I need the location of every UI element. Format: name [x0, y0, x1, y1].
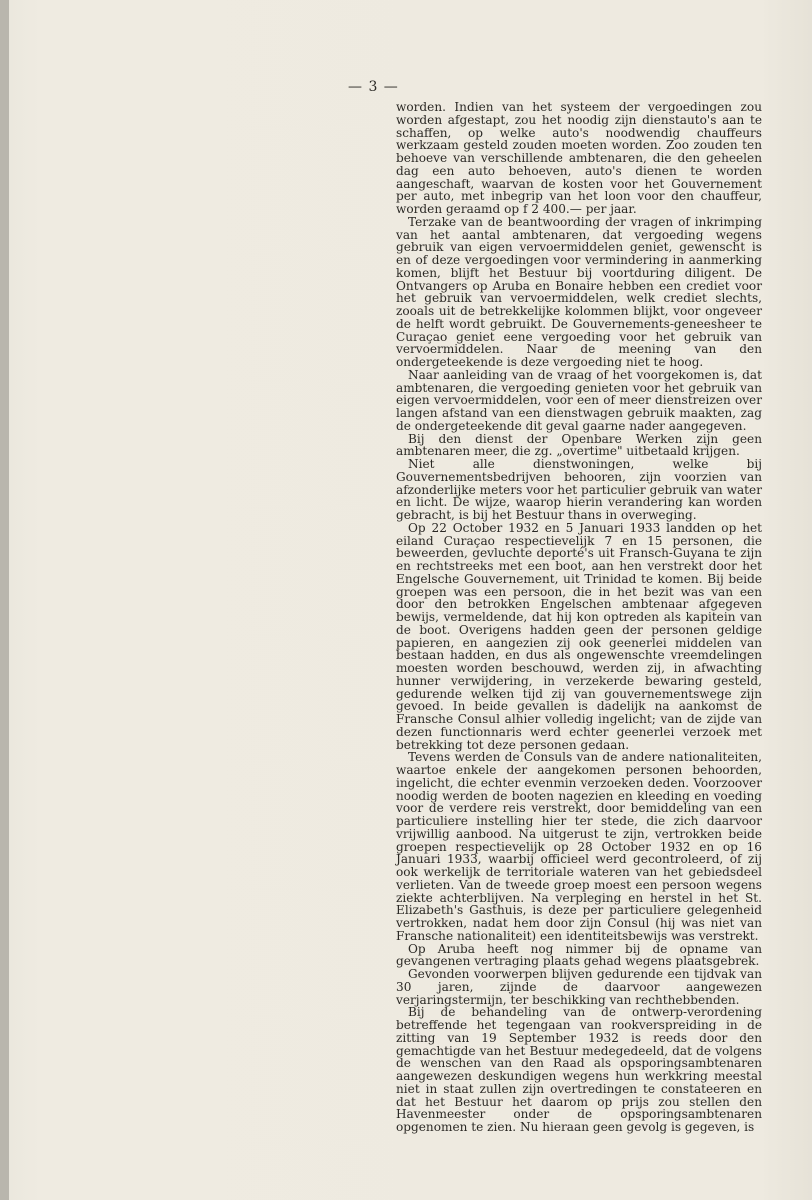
paragraph-deportes: Op 22 October 1932 en 5 Januari 1933 landden op het eiland Curaçao respectievelijk 7 en 15 personen, die beweerden, gevluchte deporté's uit Fransch-Guyana te zijn en rechtstreeks met een boot, aan hen verstrekt door het Engelsche Gouvernement, uit Trinidad te komen. Bij beide groepen was een persoon, die in het bezit was van een door den betrokken Engelschen ambtenaar afgegeven bewijs, vermeldende, dat hij kon optreden als kapitein van de boot. Overigens hadden geen der personen geldige papieren, en aangezien zij ook geenerlei middelen van bestaan hadden, en dus als ongewenschte vreemdelingen moesten worden beschouwd, werden zij, in afwachting hunner verwijdering, in verzekerde bewaring gesteld, gedurende welken tijd zij van gouvernementswege zijn gevoed. In beide gevallen is dadelijk na aankomst de Fransche Consul alhier volledig ingelicht; van de zijde van dezen functionnaris werd echter geenerlei verzoek met betrekking tot deze personen gedaan.: [396, 520, 762, 752]
page-number: — 3 —: [348, 79, 399, 95]
paragraph-rookverspreiding: Bij de behandeling van de ontwerp-verordening betreffende het tegengaan van rookverspreiding in de zitting van 19 September 1932 is reeds door den gemachtigde van het Bestuur medegedeeld, dat de volgens de wenschen van den Raad als opsporingsambtenaren aangewezen deskundigen wegens hun werkkring meestal niet in staat zullen zijn overtredingen te constateeren en dat het Bestuur het daarom op prijs zou stellen den Havenmeester onder de opsporingsambtenaren opgenomen te zien. Nu hieraan geen gevolg is gegeven, is: [396, 1005, 762, 1134]
paragraph-gevonden-voorwerpen: Gevonden voorwerpen blijven gedurende een tijdvak van 30 jaren, zijnde de daarvoor aangewezen verjaringstermijn, ter beschikking van rechthebbenden.: [396, 967, 762, 1007]
page-binding-edge: [0, 0, 9, 1200]
paragraph-aruba-gevangenen: Op Aruba heeft nog nimmer bij de opname van gevangenen vertraging plaats gehad wegens plaatsgebrek.: [396, 941, 762, 969]
paragraph-dienstreizen: Naar aanleiding van de vraag of het voorgekomen is, dat ambtenaren, die vergoeding genieten voor het gebruik van eigen vervoermiddelen, voor een of meer dienstreizen over langen afstand van een dienstwagen gebruik maakten, zag de ondergeteekende dit geval gaarne nader aangegeven.: [396, 367, 762, 433]
body-text-column: [396, 101, 762, 1134]
paragraph-inkrimping: Terzake van de beantwoording der vragen of inkrimping van het aantal ambtenaren, dat vergoeding wegens gebruik van eigen vervoermiddelen geniet, gewenscht is en of deze vergoedingen voor vermindering in aanmerking komen, blijft het Bestuur bij voortduring diligent. De Ontvangers op Aruba en Bonaire hebben een crediet voor het gebruik van vervoermiddelen, welk crediet slechts, zooals uit de betrekkelijke kolommen blijkt, voor ongeveer de helft wordt gebruikt. De Gouvernements-geneesheer te Curaçao geniet eene vergoeding voor het gebruik van vervoermiddelen. Naar de meening van den ondergeteekende is deze vergoeding niet te hoog.: [396, 214, 762, 369]
paragraph-overtime: Bij den dienst der Openbare Werken zijn geen ambtenaren meer, die zg. „overtime" uitbetaald krijgen.: [396, 431, 762, 459]
paragraph-dienstwoningen: Niet alle dienstwoningen, welke bij Gouvernementsbedrijven behooren, zijn voorzien van afzonderlijke meters voor het particulier gebruik van water en licht. De wijze, waarop hierin verandering kan worden gebracht, is bij het Bestuur thans in overweging.: [396, 457, 762, 522]
paragraph-consuls: Tevens werden de Consuls van de andere nationaliteiten, waartoe enkele der aangekomen personen behoorden, ingelicht, die echter evenmin verzoeken deden. Voorzoover noodig werden de booten nagezien en kleeding en voeding voor de verdere reis verstrekt, door bemiddeling van een particuliere instelling hier ter stede, die zich daarvoor vrijwillig aanbood. Na uitgerust te zijn, vertrokken beide groepen respectievelijk op 28 October 1932 en op 16 Januari 1933, waarbij officieel werd gecontroleerd, of zij ook werkelijk de territoriale wateren van het gebiedsdeel verlieten. Van de tweede groep moest een persoon wegens ziekte achterblijven. Na verpleging en herstel in het St. Elizabeth's Gasthuis, is deze per particuliere gelegenheid vertrokken, nadat hem door zijn Consul (hij was niet van Fransche nationaliteit) een identiteitsbewijs was verstrekt.: [396, 750, 762, 943]
paragraph-vergoedingen: worden. Indien van het systeem der vergoedingen zou worden afgestapt, zou het noodig zijn dienstauto's aan te schaffen, op welke auto's noodwendig chauffeurs werkzaam gesteld zouden moeten worden. Zoo zouden ten behoeve van verschillende ambtenaren, die den geheelen dag een auto behoeven, auto's dienen te worden aangeschaft, waarvan de kosten voor het Gouvernement per auto, met inbegrip van het loon voor den chauffeur, worden geraamd op f 2 400.— per jaar.: [396, 100, 762, 216]
